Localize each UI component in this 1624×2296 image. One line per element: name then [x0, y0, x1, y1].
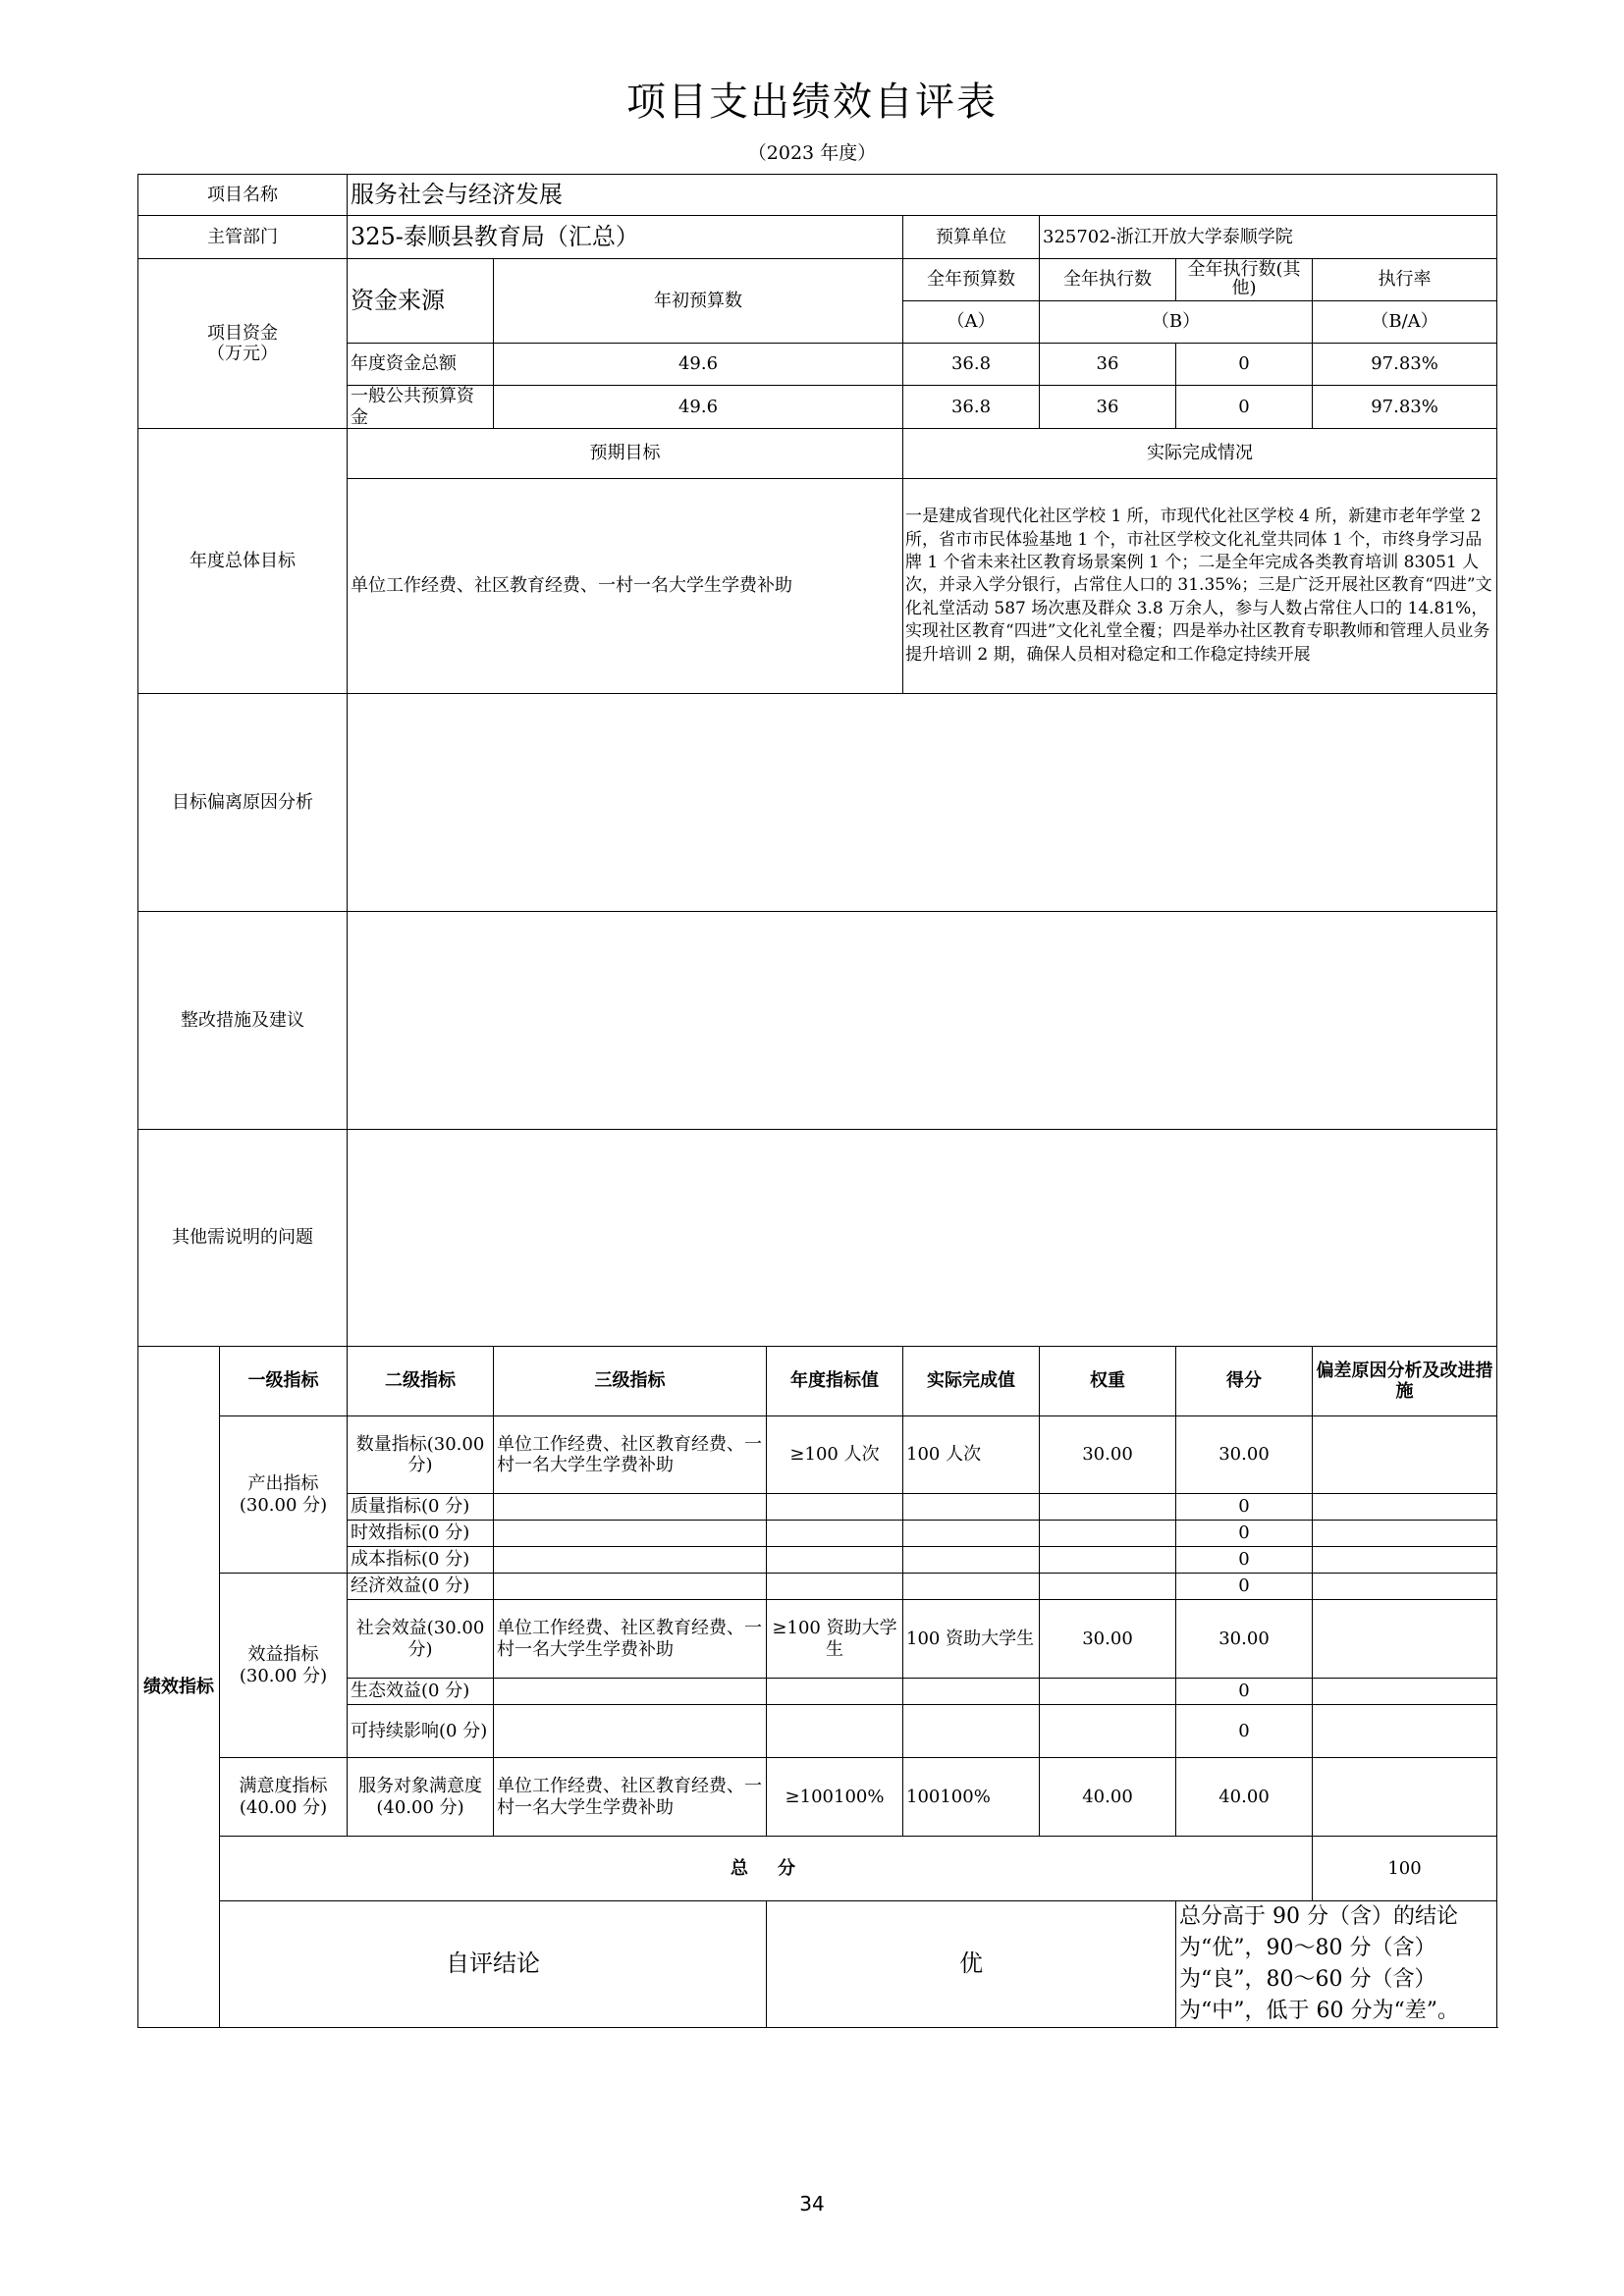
weight-header: 权重: [1040, 1347, 1176, 1416]
project-name-label: 项目名称: [138, 175, 348, 216]
department-value: 325-泰顺县教育局（汇总）: [348, 216, 903, 259]
deviation-cell: [1313, 1600, 1497, 1679]
indicator-row: [138, 1758, 1497, 1837]
actual-value-cell: 100 人次: [903, 1416, 1040, 1494]
funds-initial: 49.6: [494, 386, 903, 429]
funds-budget: 36.8: [903, 344, 1040, 386]
actual-completion-header: 实际完成情况: [903, 429, 1497, 479]
satisfaction-indicator-label: 满意度指标 (40.00 分): [220, 1758, 348, 1837]
exec-rate-header: 执行率: [1313, 259, 1497, 301]
funds-label: 项目资金 （万元）: [138, 259, 348, 429]
funds-source: 年度资金总额: [348, 344, 494, 386]
deviation-cell: [1313, 1416, 1497, 1494]
other-issues-label: 其他需说明的问题: [138, 1130, 348, 1347]
score-cell: 0: [1176, 1705, 1313, 1758]
level3-header: 三级指标: [494, 1347, 767, 1416]
level2-cell: 数量指标(30.00分): [348, 1416, 494, 1494]
deviation-header: 偏差原因分析及改进措施: [1313, 1347, 1497, 1416]
level2-header: 二级指标: [348, 1347, 494, 1416]
deviation-cell: [1313, 1758, 1497, 1837]
budget-unit-value: 325702-浙江开放大学泰顺学院: [1040, 216, 1497, 259]
annual-exec-header: 全年执行数: [1040, 259, 1176, 301]
department-row: [138, 216, 1497, 259]
funds-initial: 49.6: [494, 344, 903, 386]
column-ba-label: （B/A）: [1313, 301, 1497, 344]
rectification-label: 整改措施及建议: [138, 912, 348, 1130]
funds-budget: 36.8: [903, 386, 1040, 429]
score-cell: 0: [1176, 1494, 1313, 1521]
weight-cell: 30.00: [1040, 1416, 1176, 1494]
funds-source-header: 资金来源: [348, 259, 494, 344]
deviation-analysis-label: 目标偏离原因分析: [138, 694, 348, 912]
funds-exec: 36: [1040, 344, 1176, 386]
level2-cell: 社会效益(30.00分): [348, 1600, 494, 1679]
funds-source: 一般公共预算资金: [348, 386, 494, 429]
target-cell: ≥100100%: [767, 1758, 903, 1837]
column-a-label: （A）: [903, 301, 1040, 344]
conclusion-note: 总分高于 90 分（含）的结论为“优”，90～80 分（含）为“良”，80～60 分（含）为“中”，低于 60 分为“差”。: [1176, 1900, 1497, 2027]
total-label: 总 分: [220, 1837, 1313, 1901]
funds-header-row: [138, 259, 1497, 301]
level2-cell: 质量指标(0 分): [348, 1494, 494, 1521]
actual-value-cell: 100 资助大学生: [903, 1600, 1040, 1679]
budget-unit-label: 预算单位: [903, 216, 1040, 259]
initial-budget-header: 年初预算数: [494, 259, 903, 344]
total-weight: 100: [1313, 1837, 1497, 1901]
deviation-analysis-row: [138, 694, 1497, 912]
page-number: 34: [799, 2192, 825, 2216]
self-evaluation-table: [137, 174, 1497, 2028]
benefit-indicator-label: 效益指标 (30.00 分): [220, 1574, 348, 1758]
target-header: 年度指标值: [767, 1347, 903, 1416]
score-cell: 0: [1176, 1521, 1313, 1547]
total-row: [138, 1837, 1497, 1901]
goals-header-row: [138, 429, 1497, 479]
score-header: 得分: [1176, 1347, 1313, 1416]
project-name-row: [138, 175, 1497, 216]
project-name-value: 服务社会与经济发展: [348, 175, 1497, 216]
annual-budget-header: 全年预算数: [903, 259, 1040, 301]
level2-cell: 成本指标(0 分): [348, 1547, 494, 1574]
department-label: 主管部门: [138, 216, 348, 259]
page-title: 项目支出绩效自评表: [626, 80, 998, 125]
expected-goal-header: 预期目标: [348, 429, 903, 479]
weight-cell: 40.00: [1040, 1758, 1176, 1837]
funds-rate: 97.83%: [1313, 344, 1497, 386]
score-cell: 40.00: [1176, 1758, 1313, 1837]
level2-cell: 经济效益(0 分): [348, 1574, 494, 1600]
actual-value-cell: 100100%: [903, 1758, 1040, 1837]
funds-rate: 97.83%: [1313, 386, 1497, 429]
level2-cell: 服务对象满意度 (40.00 分): [348, 1758, 494, 1837]
score-cell: 0: [1176, 1547, 1313, 1574]
annual-goal-label: 年度总体目标: [138, 429, 348, 694]
level2-cell: 可持续影响(0 分): [348, 1705, 494, 1758]
annual-exec-other-header: 全年执行数(其他): [1176, 259, 1313, 301]
target-cell: ≥100 人次: [767, 1416, 903, 1494]
rectification-row: [138, 912, 1497, 1130]
column-b-label: （B）: [1040, 301, 1313, 344]
score-cell: 30.00: [1176, 1600, 1313, 1679]
rectification-content: [348, 912, 1497, 1130]
funds-other: 0: [1176, 344, 1313, 386]
score-cell: 0: [1176, 1574, 1313, 1600]
conclusion-value: 优: [767, 1900, 1176, 2027]
indicator-row: [138, 1574, 1497, 1600]
level3-cell: 单位工作经费、社区教育经费、一村一名大学生学费补助: [494, 1600, 767, 1679]
score-cell: 0: [1176, 1679, 1313, 1705]
indicator-row: [138, 1416, 1497, 1494]
performance-label: 绩效指标: [138, 1347, 220, 2027]
performance-header-row: [138, 1347, 1497, 1416]
weight-cell: 30.00: [1040, 1600, 1176, 1679]
actual-completion-text: 一是建成省现代化社区学校 1 所，市现代化社区学校 4 所，新建市老年学堂 2 所，省市市民体验基地 1 个，市社区学校文化礼堂共同体 1 个，市终身学习品牌 1 个省未来社区教育场景案例 1 个；二是全年完成各类教育培训 83051 人次，并录入学分银行，占常住人口的 31.35%；三是广泛开展社区教育“四进”文化礼堂活动 587 场次惠及群众 3.8 万余人，参与人数占常住人口的 14.81%，实现社区教育“四进”文化礼堂全覆；四是举办社区教育专职教师和管理人员业务提升培训 2 期，确保人员相对稳定和工作稳定持续开展: [903, 479, 1497, 694]
level2-cell: 时效指标(0 分): [348, 1521, 494, 1547]
level3-cell: 单位工作经费、社区教育经费、一村一名大学生学费补助: [494, 1758, 767, 1837]
level1-header: 一级指标: [220, 1347, 348, 1416]
expected-goal-text: 单位工作经费、社区教育经费、一村一名大学生学费补助: [348, 479, 903, 694]
output-indicator-label: 产出指标 (30.00 分): [220, 1416, 348, 1574]
actual-value-header: 实际完成值: [903, 1347, 1040, 1416]
conclusion-row: [138, 1900, 1497, 2027]
other-issues-row: [138, 1130, 1497, 1347]
funds-other: 0: [1176, 386, 1313, 429]
conclusion-label: 自评结论: [220, 1900, 767, 2027]
funds-exec: 36: [1040, 386, 1176, 429]
other-issues-content: [348, 1130, 1497, 1347]
deviation-analysis-content: [348, 694, 1497, 912]
score-cell: 30.00: [1176, 1416, 1313, 1494]
level2-cell: 生态效益(0 分): [348, 1679, 494, 1705]
report-year: （2023 年度）: [747, 142, 877, 164]
target-cell: ≥100 资助大学生: [767, 1600, 903, 1679]
level3-cell: 单位工作经费、社区教育经费、一村一名大学生学费补助: [494, 1416, 767, 1494]
